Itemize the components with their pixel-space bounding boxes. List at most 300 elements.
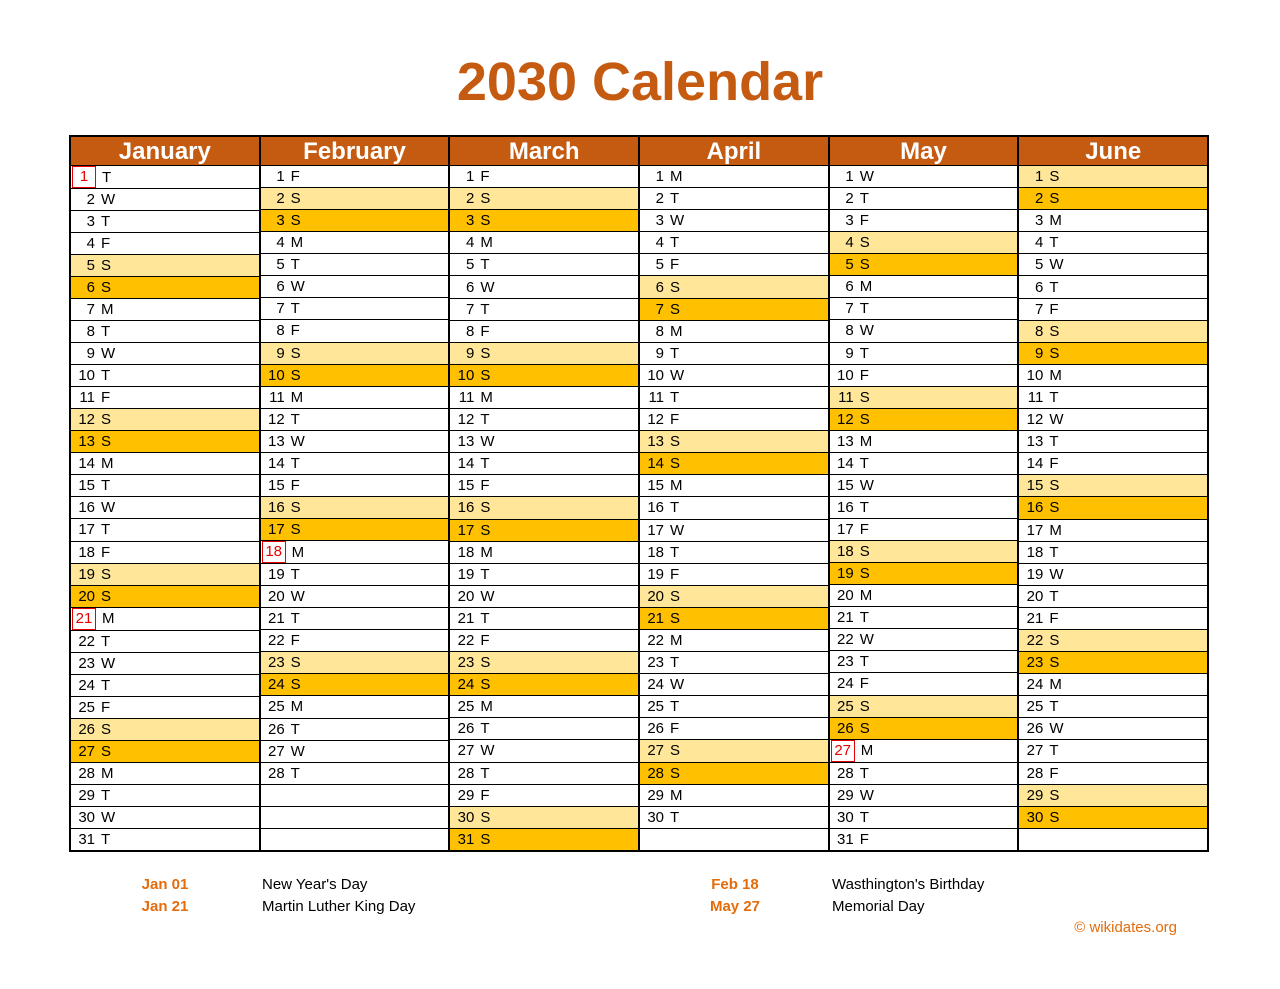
day-cell [71, 719, 259, 741]
day-number: 31 [78, 830, 95, 848]
day-cell [640, 785, 828, 807]
weekday-letter: S [859, 410, 870, 428]
weekday-letter: M [670, 786, 683, 804]
day-cell [261, 387, 449, 409]
day-number: 25 [647, 698, 665, 716]
day-cell [1019, 387, 1207, 409]
day-number: 17 [837, 521, 854, 539]
day-cell [830, 343, 1018, 365]
day-cell [261, 232, 449, 254]
day-number: 9 [1035, 344, 1044, 362]
holiday-date: May 27 [709, 898, 761, 915]
day-cell [830, 785, 1018, 807]
day-cell [450, 276, 638, 298]
day-number: 27 [1026, 742, 1044, 760]
weekday-letter: W [290, 432, 305, 450]
weekday-letter: T [290, 610, 300, 628]
weekday-letter: S [1049, 477, 1060, 495]
day-number: 19 [837, 565, 854, 583]
weekday-letter: M [101, 764, 114, 782]
weekday-letter: M [859, 587, 873, 605]
day-cell [1019, 542, 1207, 564]
day-number: 12 [1026, 411, 1044, 429]
day-cell [450, 829, 638, 850]
day-number: 3 [466, 212, 475, 230]
weekday-letter: F [101, 235, 111, 253]
day-number: 28 [267, 764, 285, 782]
month-column-april [638, 137, 828, 850]
weekday-letter: T [1049, 742, 1059, 760]
day-number: 9 [655, 344, 665, 362]
weekday-letter: T [480, 609, 490, 627]
day-number: 13 [267, 432, 285, 450]
weekday-letter: T [859, 609, 869, 627]
weekday-letter: T [101, 830, 111, 848]
day-number: 8 [845, 322, 854, 340]
day-number: 20 [457, 587, 475, 605]
day-number: 27 [831, 740, 855, 762]
weekday-letter: S [1049, 786, 1060, 804]
day-cell [450, 652, 638, 674]
weekday-letter: W [670, 521, 685, 539]
day-number: 8 [466, 322, 475, 340]
day-cell [71, 431, 259, 453]
day-cell [261, 166, 449, 188]
weekday-letter: M [480, 543, 493, 561]
day-number: 21 [72, 608, 96, 630]
day-number: 6 [276, 278, 285, 296]
weekday-letter: W [1049, 565, 1064, 583]
day-number: 15 [1026, 477, 1044, 495]
day-cell [71, 519, 259, 541]
weekday-letter: M [1049, 366, 1062, 384]
day-cell [1019, 740, 1207, 762]
day-number: 21 [1026, 609, 1044, 627]
weekday-letter: S [670, 278, 681, 296]
weekday-letter: S [1049, 632, 1060, 650]
day-cell [71, 631, 259, 653]
day-number: 11 [648, 388, 665, 406]
day-cell [640, 652, 828, 674]
day-cell [450, 475, 638, 497]
copyright-link[interactable]: © wikidates.org [1074, 919, 1177, 936]
day-number: 29 [647, 786, 665, 804]
day-number: 26 [78, 720, 95, 738]
day-number: 18 [837, 543, 854, 561]
weekday-letter: S [859, 388, 870, 406]
weekday-letter: M [859, 432, 873, 450]
day-cell [1019, 718, 1207, 740]
day-number: 3 [845, 212, 854, 230]
day-cell [830, 651, 1018, 673]
weekday-letter: M [101, 301, 114, 319]
day-cell [71, 343, 259, 365]
day-number: 25 [837, 697, 854, 715]
weekday-letter: S [480, 676, 491, 694]
day-cell [261, 696, 449, 718]
weekday-letter: F [859, 366, 869, 384]
weekday-letter: F [670, 256, 680, 274]
day-cell [1019, 254, 1207, 276]
day-cell [450, 807, 638, 829]
day-cell [830, 696, 1018, 718]
day-number: 12 [647, 411, 665, 429]
weekday-letter: S [101, 565, 112, 583]
day-number: 18 [647, 543, 665, 561]
day-cell [640, 321, 828, 343]
weekday-letter: F [480, 168, 490, 186]
weekday-letter: S [480, 190, 491, 208]
day-number: 24 [78, 676, 95, 694]
weekday-letter: T [859, 190, 869, 208]
weekday-letter: M [670, 632, 683, 650]
day-number: 23 [78, 654, 95, 672]
month-column-march [448, 137, 638, 850]
day-number: 10 [837, 366, 854, 384]
day-cell [830, 431, 1018, 453]
day-cell [261, 431, 449, 453]
day-number: 21 [267, 610, 285, 628]
day-list [1019, 166, 1207, 850]
weekday-letter: S [480, 499, 491, 517]
day-number: 29 [457, 786, 475, 804]
day-cell [1019, 586, 1207, 608]
day-number: 24 [837, 675, 854, 693]
day-number: 3 [1035, 212, 1044, 230]
weekday-letter: T [670, 190, 680, 208]
weekday-letter: T [670, 499, 680, 517]
weekday-letter: M [1049, 676, 1062, 694]
day-cell [1019, 166, 1207, 188]
weekday-letter: T [101, 213, 111, 231]
day-list [71, 166, 259, 850]
day-cell [1019, 453, 1207, 475]
weekday-letter: M [290, 234, 304, 252]
day-cell [450, 696, 638, 718]
day-cell [640, 718, 828, 740]
month-header: March [450, 137, 638, 166]
weekday-letter: T [480, 720, 490, 738]
weekday-letter: W [1049, 411, 1064, 429]
day-number: 20 [78, 587, 95, 605]
day-cell [640, 475, 828, 497]
day-number: 3 [655, 212, 665, 230]
weekday-letter: S [101, 587, 112, 605]
weekday-letter: T [859, 808, 869, 826]
holiday-entry [690, 874, 984, 896]
holiday-name: Martin Luther King Day [262, 898, 416, 915]
weekday-letter: S [1049, 322, 1060, 340]
day-cell [261, 719, 449, 741]
day-cell [71, 741, 259, 763]
day-cell [830, 210, 1018, 232]
day-cell [1019, 608, 1207, 630]
day-cell [830, 387, 1018, 409]
day-cell [1019, 497, 1207, 519]
holiday-entry [120, 874, 415, 896]
weekday-letter: W [101, 191, 116, 209]
day-number: 10 [267, 366, 285, 384]
weekday-letter: S [859, 565, 870, 583]
day-number: 19 [647, 565, 665, 583]
day-cell [830, 629, 1018, 651]
weekday-letter: T [480, 411, 490, 429]
weekday-letter: S [290, 676, 301, 694]
day-number: 10 [1026, 366, 1044, 384]
day-cell [261, 188, 449, 210]
day-number: 1 [845, 168, 854, 186]
weekday-letter: W [1049, 256, 1064, 274]
day-number: 4 [845, 234, 854, 252]
weekday-letter: F [859, 830, 869, 848]
day-cell [71, 763, 259, 785]
day-cell [1019, 365, 1207, 387]
day-number: 1 [276, 168, 285, 186]
weekday-letter: S [670, 609, 681, 627]
day-number: 19 [78, 565, 95, 583]
day-cell [1019, 431, 1207, 453]
day-number: 4 [655, 234, 665, 252]
day-number: 16 [837, 498, 854, 516]
weekday-letter: T [859, 764, 869, 782]
weekday-letter: T [290, 410, 300, 428]
day-number: 26 [837, 719, 854, 737]
day-number: 21 [457, 609, 475, 627]
weekday-letter: T [859, 653, 869, 671]
day-number: 6 [86, 279, 95, 297]
day-cell [261, 365, 449, 387]
weekday-letter: M [290, 698, 304, 716]
page-title: 2030 Calendar [456, 52, 824, 112]
day-number: 30 [78, 808, 95, 826]
weekday-letter: W [480, 587, 495, 605]
weekday-letter: T [859, 300, 869, 318]
day-number: 10 [457, 366, 475, 384]
day-cell [1019, 785, 1207, 807]
weekday-letter: S [859, 256, 870, 274]
day-number: 8 [1035, 322, 1044, 340]
day-cell [1019, 299, 1207, 321]
day-cell [640, 453, 828, 475]
day-number: 27 [78, 742, 95, 760]
weekday-letter: F [101, 543, 111, 561]
day-number: 28 [457, 764, 475, 782]
day-number: 11 [269, 388, 285, 406]
month-column-june [1017, 137, 1207, 850]
weekday-letter: F [290, 322, 300, 340]
day-cell [640, 740, 828, 762]
day-number: 16 [267, 498, 285, 516]
day-cell [1019, 210, 1207, 232]
weekday-letter: W [290, 278, 305, 296]
weekday-letter: F [101, 389, 111, 407]
holiday-entry [690, 896, 984, 918]
day-cell [71, 497, 259, 519]
weekday-letter: T [670, 808, 680, 826]
holiday-name: New Year's Day [262, 876, 368, 893]
weekday-letter: S [101, 411, 112, 429]
weekday-letter: S [480, 830, 491, 848]
day-cell [71, 564, 259, 586]
day-cell [450, 210, 638, 232]
weekday-letter: F [1049, 764, 1059, 782]
day-number: 7 [276, 300, 285, 318]
holiday-date: Feb 18 [711, 876, 759, 893]
weekday-letter: M [291, 543, 305, 561]
day-number: 18 [78, 543, 95, 561]
weekday-letter: S [290, 521, 301, 539]
weekday-letter: S [480, 654, 491, 672]
weekday-letter: S [670, 433, 681, 451]
weekday-letter: W [101, 808, 116, 826]
weekday-letter: S [101, 257, 112, 275]
weekday-letter: W [859, 476, 874, 494]
weekday-letter: T [1049, 388, 1059, 406]
day-cell [71, 387, 259, 409]
empty-day-cell [261, 785, 449, 807]
day-cell [261, 320, 449, 342]
day-cell [71, 211, 259, 233]
weekday-letter: T [670, 698, 680, 716]
day-number: 16 [457, 499, 475, 517]
day-number: 17 [78, 521, 95, 539]
day-cell [640, 586, 828, 608]
day-cell [261, 652, 449, 674]
weekday-letter: S [670, 455, 681, 473]
day-number: 20 [837, 587, 854, 605]
weekday-letter: W [670, 212, 685, 230]
day-number: 11 [838, 388, 854, 406]
day-number: 26 [267, 720, 285, 738]
day-number: 24 [457, 676, 475, 694]
day-number: 28 [78, 764, 95, 782]
day-number: 21 [647, 609, 665, 627]
weekday-letter: S [1049, 344, 1060, 362]
day-number: 21 [837, 609, 854, 627]
day-number: 9 [86, 345, 95, 363]
day-number: 1 [466, 168, 475, 186]
day-number: 12 [267, 410, 285, 428]
day-number: 2 [845, 190, 854, 208]
weekday-letter: F [859, 212, 869, 230]
day-cell [450, 188, 638, 210]
day-number: 26 [1026, 720, 1044, 738]
day-number: 13 [78, 433, 95, 451]
day-number: 7 [655, 300, 665, 318]
day-cell [830, 254, 1018, 276]
weekday-letter: S [290, 498, 301, 516]
day-number: 5 [1035, 256, 1044, 274]
day-cell [71, 586, 259, 608]
day-cell [640, 409, 828, 431]
day-number: 10 [647, 366, 665, 384]
day-number: 25 [267, 698, 285, 716]
day-cell [450, 763, 638, 785]
day-cell [71, 299, 259, 321]
day-cell [261, 564, 449, 586]
weekday-letter: M [1049, 212, 1062, 230]
weekday-letter: T [101, 521, 111, 539]
weekday-letter: T [480, 455, 490, 473]
weekday-letter: S [1049, 190, 1060, 208]
empty-day-cell [261, 829, 449, 850]
weekday-letter: S [1049, 499, 1060, 517]
day-number: 1 [72, 166, 96, 188]
day-cell [71, 807, 259, 829]
weekday-letter: T [480, 764, 490, 782]
weekday-letter: S [101, 279, 112, 297]
day-cell [450, 785, 638, 807]
weekday-letter: T [290, 300, 300, 318]
day-cell [640, 630, 828, 652]
day-number: 2 [276, 190, 285, 208]
day-cell [450, 564, 638, 586]
day-number: 22 [647, 632, 665, 650]
day-list [640, 166, 828, 850]
weekday-letter: W [101, 654, 116, 672]
weekday-letter: W [480, 278, 495, 296]
month-column-february [259, 137, 449, 850]
weekday-letter: T [670, 234, 680, 252]
weekday-letter: M [859, 278, 873, 296]
weekday-letter: W [480, 433, 495, 451]
day-number: 16 [78, 499, 95, 517]
day-number: 20 [1026, 587, 1044, 605]
weekday-letter: F [670, 565, 680, 583]
day-cell [640, 254, 828, 276]
day-cell [450, 674, 638, 696]
weekday-letter: T [1049, 433, 1059, 451]
day-cell [450, 586, 638, 608]
holiday-legend-right [690, 874, 984, 918]
day-cell [1019, 520, 1207, 542]
weekday-letter: F [101, 698, 111, 716]
day-cell [261, 741, 449, 763]
weekday-letter: W [859, 631, 874, 649]
day-number: 23 [267, 654, 285, 672]
day-cell [71, 542, 259, 564]
day-number: 15 [647, 477, 665, 495]
day-number: 11 [79, 389, 95, 407]
day-cell [640, 276, 828, 298]
weekday-letter: T [1049, 234, 1059, 252]
day-number: 13 [457, 433, 475, 451]
day-number: 22 [837, 631, 854, 649]
day-number: 23 [457, 654, 475, 672]
day-number: 8 [276, 322, 285, 340]
day-cell [830, 607, 1018, 629]
day-cell [71, 675, 259, 697]
weekday-letter: T [1049, 278, 1059, 296]
day-cell [1019, 475, 1207, 497]
weekday-letter: W [859, 786, 874, 804]
day-cell [261, 519, 449, 541]
day-number: 27 [457, 742, 475, 760]
day-cell [261, 497, 449, 519]
day-number: 8 [86, 323, 95, 341]
day-number: 24 [1026, 676, 1044, 694]
day-number: 30 [647, 808, 665, 826]
day-number: 3 [276, 212, 285, 230]
day-cell [640, 542, 828, 564]
day-number: 31 [457, 830, 475, 848]
weekday-letter: S [670, 742, 681, 760]
day-cell [1019, 188, 1207, 210]
holiday-name: Memorial Day [832, 898, 925, 915]
day-cell [71, 409, 259, 431]
day-number: 15 [267, 476, 285, 494]
weekday-letter: F [480, 786, 490, 804]
